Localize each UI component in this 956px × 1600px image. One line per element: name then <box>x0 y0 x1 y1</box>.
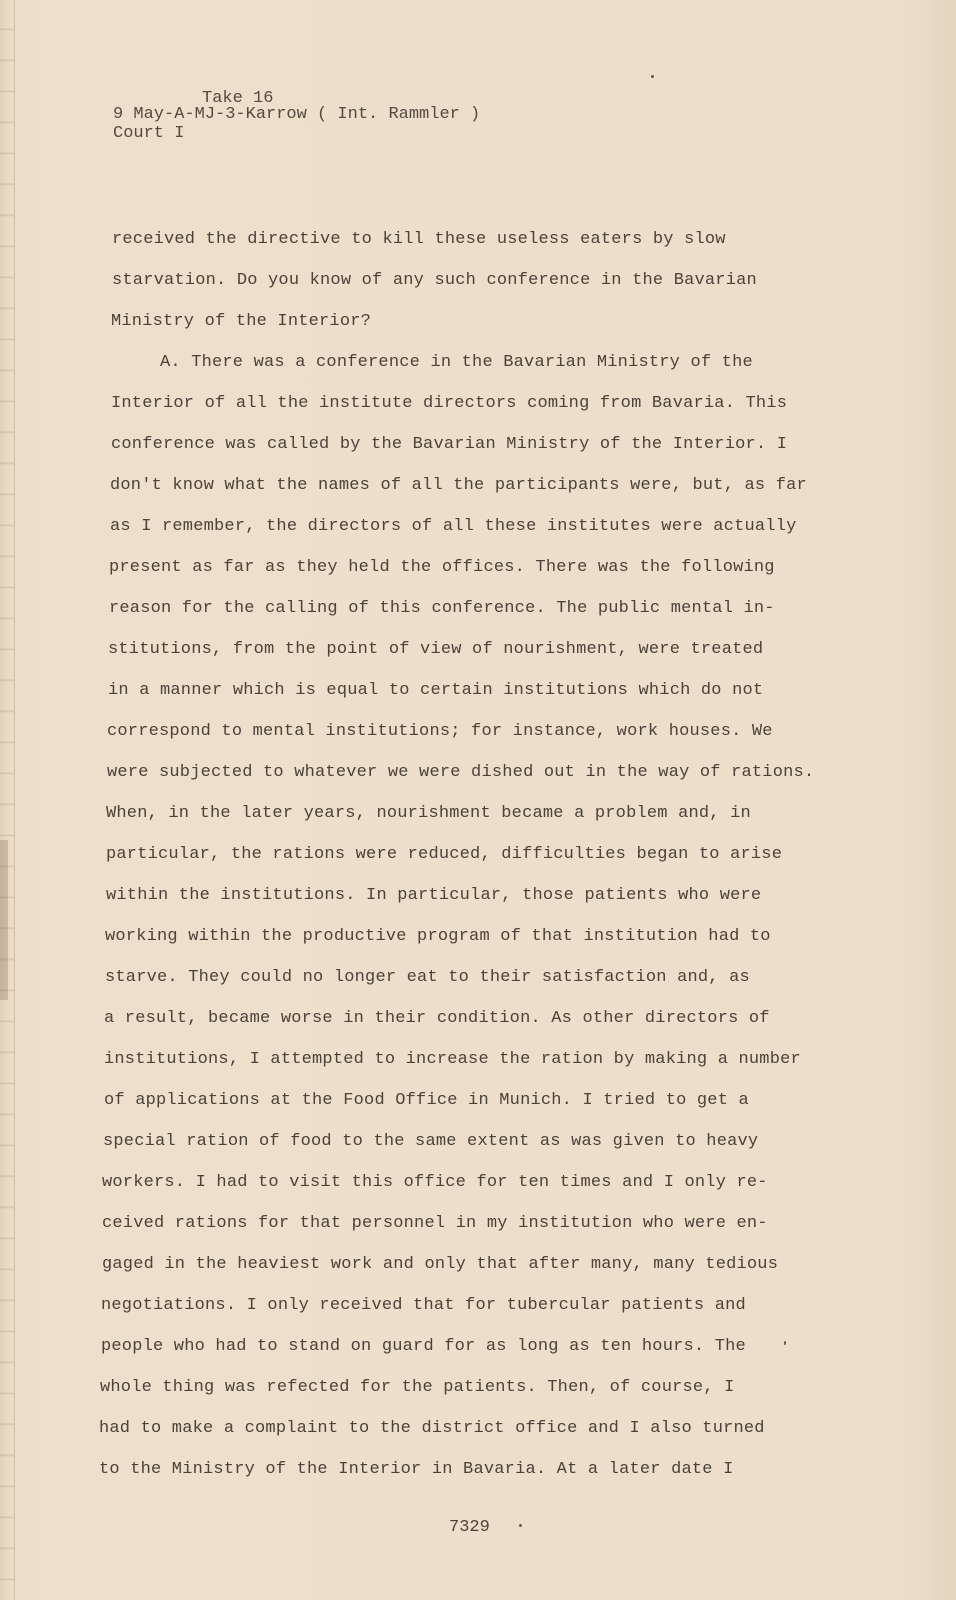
body-line-2: starvation. Do you know of any such conference in the Bavarian <box>112 271 757 290</box>
body-line-25: ceived rations for that personnel in my institution who were en- <box>102 1214 768 1233</box>
body-line-13: correspond to mental institutions; for instance, work houses. We <box>107 722 773 741</box>
body-line-12: in a manner which is equal to certain institutions which do not <box>108 681 764 700</box>
body-line-11: stitutions, from the point of view of nourishment, were treated <box>108 640 764 659</box>
body-line-30: had to make a complaint to the district office and I also turned <box>99 1419 765 1438</box>
body-line-24: workers. I had to visit this office for ten times and I only re- <box>102 1173 768 1192</box>
body-line-19: starve. They could no longer eat to their satisfaction and, as <box>105 968 750 987</box>
body-line-16: particular, the rations were reduced, difficulties began to arise <box>106 845 783 864</box>
session-line: 9 May-A-MJ-3-Karrow ( Int. Rammler ) <box>113 105 481 124</box>
paper-speck <box>651 75 654 78</box>
body-line-31: to the Ministry of the Interior in Bavaria. At a later date I <box>99 1460 734 1479</box>
binding-shadow <box>0 840 8 1000</box>
body-line-5: Interior of all the institute directors coming from Bavaria. This <box>111 394 788 413</box>
document-header <box>113 89 481 180</box>
body-line-26: gaged in the heaviest work and only that after many, many tedious <box>102 1255 779 1274</box>
page-left-edge <box>0 0 15 1600</box>
body-line-4: A. There was a conference in the Bavarian Ministry of the <box>160 353 753 372</box>
body-line-15: When, in the later years, nourishment became a problem and, in <box>106 804 751 823</box>
body-line-23: special ration of food to the same extent as was given to heavy <box>103 1132 759 1151</box>
body-line-10: reason for the calling of this conference. The public mental in- <box>109 599 775 618</box>
body-line-3: Ministry of the Interior? <box>111 312 372 331</box>
body-line-7: don't know what the names of all the participants were, but, as far <box>110 476 807 495</box>
body-line-29: whole thing was refected for the patients. Then, of course, I <box>100 1378 735 1397</box>
body-line-18: working within the productive program of that institution had to <box>105 927 771 946</box>
body-line-6: conference was called by the Bavarian Ministry of the Interior. I <box>111 435 788 454</box>
body-line-28: people who had to stand on guard for as long as ten hours. The <box>101 1337 746 1356</box>
body-line-8: as I remember, the directors of all these institutes were actually <box>110 517 797 536</box>
body-line-17: within the institutions. In particular, those patients who were <box>106 886 762 905</box>
body-line-27: negotiations. I only received that for tubercular patients and <box>101 1296 746 1315</box>
body-line-14: were subjected to whatever we were dished out in the way of rations. <box>107 763 815 782</box>
body-line-1: received the directive to kill these useless eaters by slow <box>112 230 726 249</box>
take-label: Take 16 <box>202 89 274 108</box>
page-number: 7329 <box>449 1518 490 1537</box>
court-line: Court I <box>113 124 185 143</box>
paper-speck <box>784 1341 786 1345</box>
paper-speck <box>519 1524 522 1527</box>
body-line-20: a result, became worse in their condition. As other directors of <box>104 1009 770 1028</box>
body-line-22: of applications at the Food Office in Munich. I tried to get a <box>104 1091 749 1110</box>
body-line-21: institutions, I attempted to increase the ration by making a number <box>104 1050 801 1069</box>
body-line-9: present as far as they held the offices. There was the following <box>109 558 775 577</box>
